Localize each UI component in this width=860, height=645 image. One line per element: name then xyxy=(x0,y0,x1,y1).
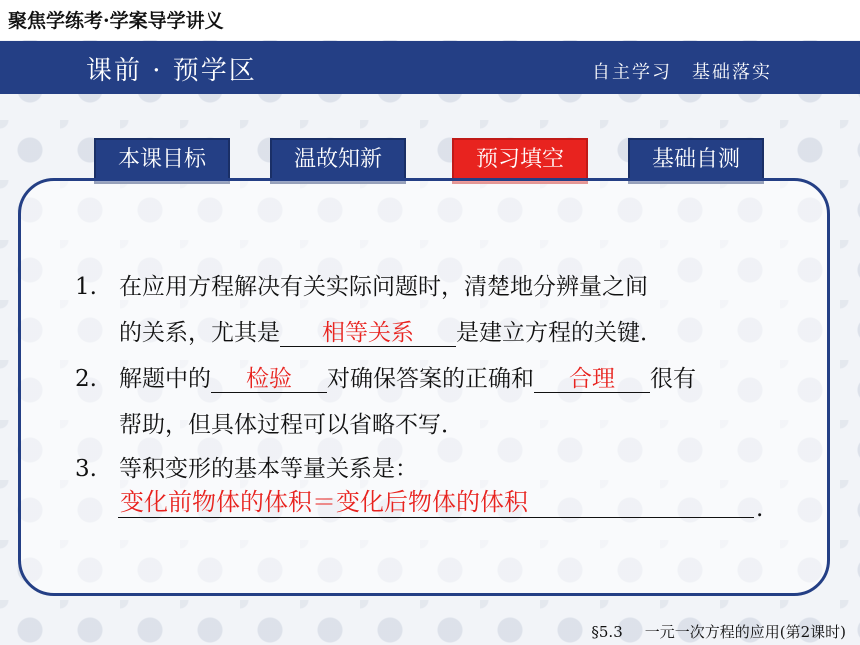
answer-underline xyxy=(118,517,754,518)
item-text: 帮助，但具体过程可以省略不写． xyxy=(119,412,464,438)
brand-title: 聚焦学练考·学案导学讲义 xyxy=(8,10,224,32)
item-2-line-2 xyxy=(75,406,464,439)
fill-blank-answer[interactable]: 检验 xyxy=(211,366,327,393)
item-number: 1. xyxy=(75,274,97,300)
item-number: 3. xyxy=(75,456,97,482)
item-1-line-2 xyxy=(75,314,663,347)
tab-lesson-goals[interactable]: 本课目标 xyxy=(94,138,230,184)
fill-blank-answer[interactable]: 相等关系 xyxy=(280,320,456,347)
tab-preview-fill[interactable]: 预习填空 xyxy=(452,138,588,184)
item-text: 的关系，尤其是 xyxy=(119,320,280,346)
item-text: 解题中的 xyxy=(119,366,211,392)
item-text: 等积变形的基本等量关系是： xyxy=(119,456,418,482)
item-3-line-1 xyxy=(75,450,418,483)
item-1-line-1 xyxy=(75,268,648,301)
top-bar xyxy=(0,0,860,40)
fill-blank-answer-3[interactable]: 变化前物体的体积＝变化后物体的体积 xyxy=(120,489,528,516)
fill-blank-answer[interactable]: 合理 xyxy=(534,366,650,393)
item-text: 是建立方程的关键． xyxy=(456,320,663,346)
tab-basic-test[interactable]: 基础自测 xyxy=(628,138,764,184)
section-tagline: 自主学习 基础落实 xyxy=(592,62,772,83)
item-text: 在应用方程解决有关实际问题时，清楚地分辨量之间 xyxy=(119,274,648,300)
item-2-line-1 xyxy=(75,360,696,393)
section-header xyxy=(0,41,860,94)
footer-caption xyxy=(591,621,846,642)
footer-section: §5.3 xyxy=(591,623,623,641)
item-text: 对确保答案的正确和 xyxy=(327,366,534,392)
section-title: 课前 · 预学区 xyxy=(86,56,257,86)
tab-review[interactable]: 温故知新 xyxy=(270,138,406,184)
footer-title: 一元一次方程的应用(第2课时) xyxy=(644,623,846,641)
item-text: 很有 xyxy=(650,366,696,392)
item-3-end-punct: . xyxy=(756,496,764,522)
item-number: 2. xyxy=(75,366,97,392)
